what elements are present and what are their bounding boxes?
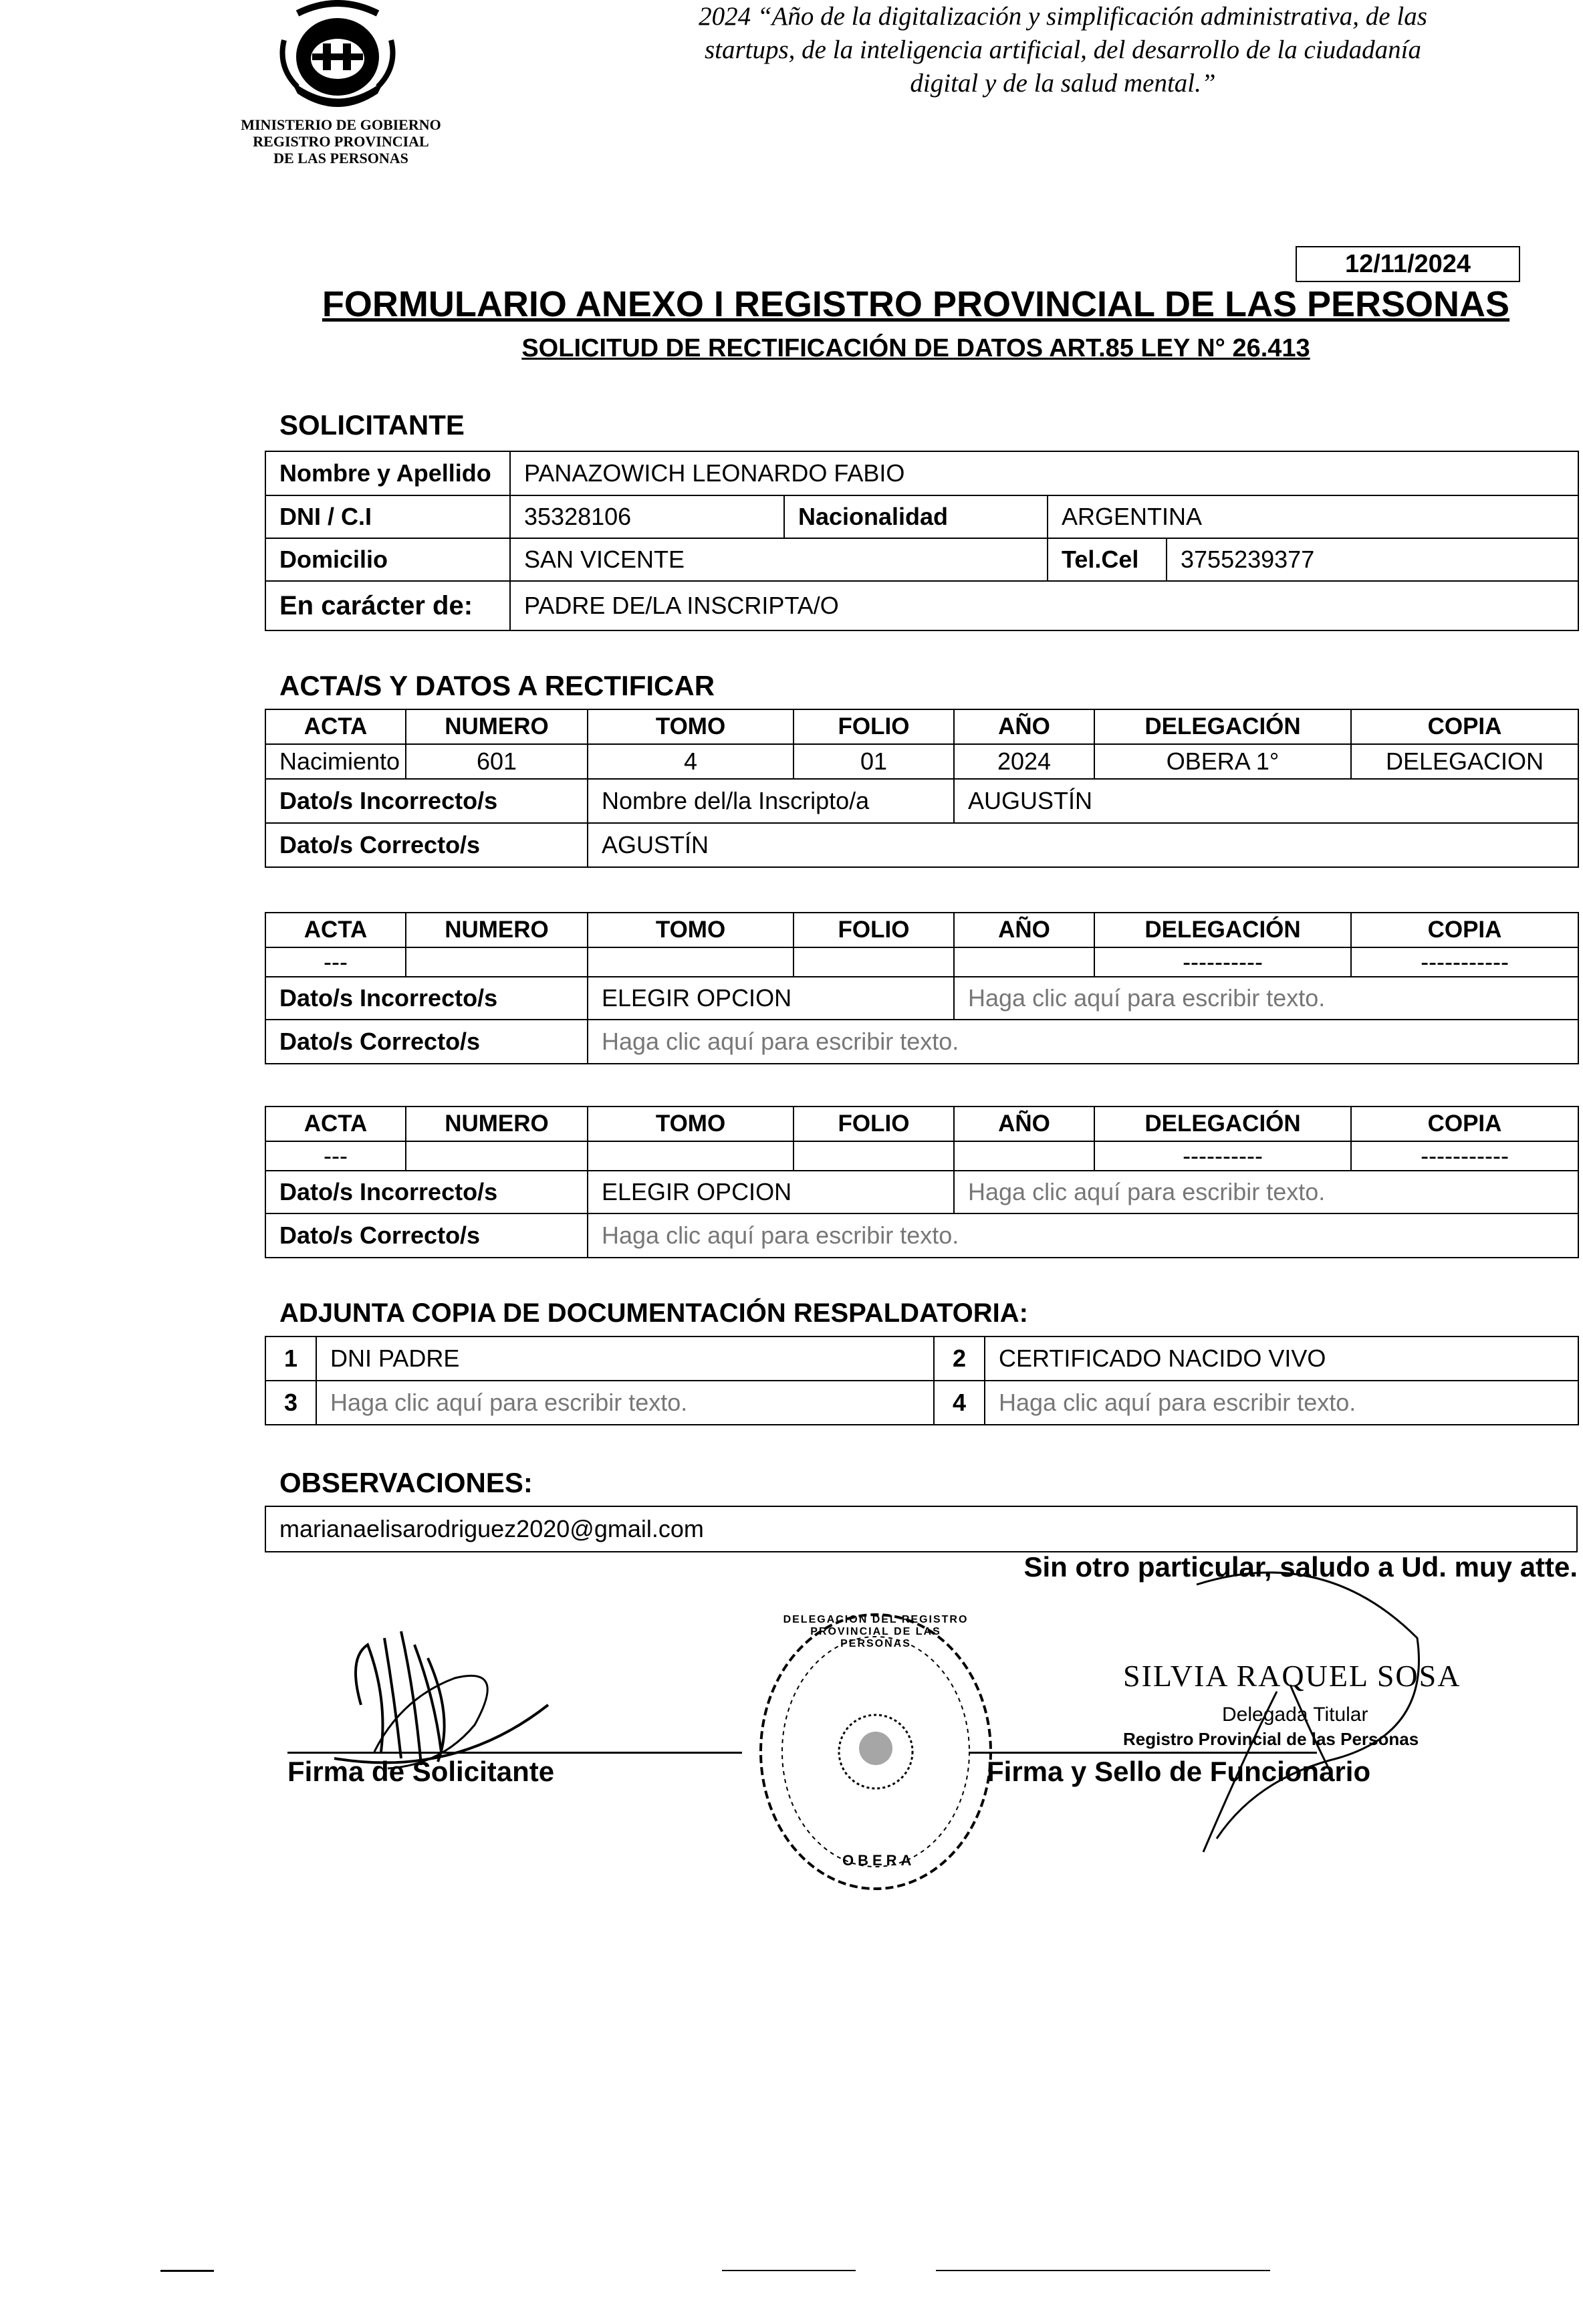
acta-block-2 [265,912,1579,1064]
year-motto [628,0,1497,100]
col-tomo: TOMO [588,913,794,947]
correct-value-field[interactable]: Haga clic aquí para escribir texto. [588,1213,1578,1258]
col-tomo: TOMO [588,1107,794,1141]
copia-cell[interactable]: DELEGACION [1351,744,1578,779]
numero-cell[interactable]: 601 [406,744,588,779]
official-seal [749,1605,1003,1899]
col-acta: ACTA [265,913,406,947]
tomo-cell[interactable] [588,1141,794,1171]
scan-artifact-line [160,2270,214,2272]
nacionalidad-field[interactable]: ARGENTINA [1048,495,1578,538]
col-folio: FOLIO [794,709,954,744]
attachment-number: 3 [265,1381,316,1425]
attachment-field[interactable]: Haga clic aquí para escribir texto. [985,1381,1578,1425]
col-delegacion: DELEGACIÓN [1094,913,1351,947]
incorrect-field-select[interactable]: Nombre del/la Inscripto/a [588,779,954,823]
caracter-label: En carácter de: [265,581,510,630]
funcionario-name: SILVIA RAQUEL SOSA [1123,1659,1461,1693]
col-numero: NUMERO [406,709,588,744]
ministry-line: DE LAS PERSONAS [273,150,408,166]
motto-line: 2024 “Año de la digitalización y simplificación administrativa, de las [699,2,1427,31]
numero-cell[interactable] [406,1141,588,1171]
observaciones-section-title: OBSERVACIONES: [279,1467,533,1498]
incorrect-label: Dato/s Incorrecto/s [265,779,588,823]
provincial-coat-of-arms-icon [271,0,404,114]
ministry-line: MINISTERIO DE GOBIERNO [241,116,441,133]
nombre-label: Nombre y Apellido [265,451,510,495]
solicitante-signature-label: Firma de Solicitante [287,1756,555,1787]
tel-field[interactable]: 3755239377 [1167,538,1578,581]
correct-label: Dato/s Correcto/s [265,1020,588,1064]
col-copia: COPIA [1351,1107,1578,1141]
attachment-number: 1 [265,1337,316,1381]
solicitante-table [265,451,1579,631]
incorrect-value-field[interactable]: AUGUSTÍN [954,779,1578,823]
col-acta: ACTA [265,709,406,744]
copia-cell[interactable]: ----------- [1351,947,1578,977]
closing-text: Sin otro particular, saludo a Ud. muy atte. [1023,1551,1578,1583]
observaciones-field[interactable]: marianaelisarodriguez2020@gmail.com [265,1506,1578,1552]
solicitante-section-title: SOLICITANTE [279,409,465,441]
attachment-number: 2 [934,1337,985,1381]
col-copia: COPIA [1351,913,1578,947]
folio-cell[interactable] [794,947,954,977]
col-copia: COPIA [1351,709,1578,744]
form-date: 12/11/2024 [1296,246,1520,282]
seal-text: DELEGACION DEL REGISTRO PROVINCIAL DE LAS PERSONAS [783,1614,969,1649]
funcionario-signature-label: Firma y Sello de Funcionario [987,1756,1371,1787]
col-folio: FOLIO [794,913,954,947]
anio-cell[interactable] [954,1141,1094,1171]
correct-label: Dato/s Correcto/s [265,823,588,867]
adjunta-table [265,1336,1579,1425]
motto-line: startups, de la inteligencia artificial, del desarrollo de la ciudadanía [704,35,1422,64]
motto-line: digital y de la salud mental.” [910,69,1216,98]
incorrect-value-field[interactable]: Haga clic aquí para escribir texto. [954,977,1578,1020]
col-anio: AÑO [954,1107,1094,1141]
tomo-cell[interactable]: 4 [588,744,794,779]
incorrect-value-field[interactable]: Haga clic aquí para escribir texto. [954,1171,1578,1213]
attachment-number: 4 [934,1381,985,1425]
ministry-header [241,116,441,166]
form-title: FORMULARIO ANEXO I REGISTRO PROVINCIAL DE LAS PERSONAS [322,284,1510,324]
incorrect-label: Dato/s Incorrecto/s [265,1171,588,1213]
col-numero: NUMERO [406,913,588,947]
acta-cell[interactable]: Nacimiento [265,744,406,779]
acta-cell[interactable]: --- [265,1141,406,1171]
attachment-field[interactable]: CERTIFICADO NACIDO VIVO [985,1337,1578,1381]
adjunta-section-title: ADJUNTA COPIA DE DOCUMENTACIÓN RESPALDATORIA: [279,1298,1028,1328]
incorrect-label: Dato/s Incorrecto/s [265,977,588,1020]
solicitante-signature-line [287,1752,742,1754]
folio-cell[interactable]: 01 [794,744,954,779]
correct-value-field[interactable]: AGUSTÍN [588,823,1578,867]
nombre-field[interactable]: PANAZOWICH LEONARDO FABIO [510,451,1578,495]
delegacion-cell[interactable]: ---------- [1094,947,1351,977]
col-folio: FOLIO [794,1107,954,1141]
anio-cell[interactable] [954,947,1094,977]
attachment-field[interactable]: Haga clic aquí para escribir texto. [316,1381,934,1425]
numero-cell[interactable] [406,947,588,977]
seal-city: OBERA [842,1852,916,1869]
dni-field[interactable]: 35328106 [510,495,784,538]
actas-section-title: ACTA/S Y DATOS A RECTIFICAR [279,670,715,701]
incorrect-field-select[interactable]: ELEGIR OPCION [588,1171,954,1213]
domicilio-label: Domicilio [265,538,510,581]
col-delegacion: DELEGACIÓN [1094,1107,1351,1141]
domicilio-field[interactable]: SAN VICENTE [510,538,1048,581]
correct-label: Dato/s Correcto/s [265,1213,588,1258]
col-anio: AÑO [954,913,1094,947]
acta-block-3 [265,1106,1579,1258]
attachment-field[interactable]: DNI PADRE [316,1337,934,1381]
col-delegacion: DELEGACIÓN [1094,709,1351,744]
col-acta: ACTA [265,1107,406,1141]
scan-artifact-line [936,2270,1270,2271]
col-anio: AÑO [954,709,1094,744]
anio-cell[interactable]: 2024 [954,744,1094,779]
dni-label: DNI / C.I [265,495,510,538]
scan-artifact-line [722,2270,856,2271]
correct-value-field[interactable]: Haga clic aquí para escribir texto. [588,1020,1578,1064]
caracter-field[interactable]: PADRE DE/LA INSCRIPTA/O [510,581,1578,630]
col-numero: NUMERO [406,1107,588,1141]
form-subtitle: SOLICITUD DE RECTIFICACIÓN DE DATOS ART.85 LEY N° 26.413 [521,334,1310,362]
tel-label: Tel.Cel [1048,538,1167,581]
delegacion-cell[interactable]: OBERA 1° [1094,744,1351,779]
col-tomo: TOMO [588,709,794,744]
funcionario-role: Delegada Titular [1222,1704,1368,1726]
copia-cell[interactable]: ----------- [1351,1141,1578,1171]
ministry-line: REGISTRO PROVINCIAL [253,133,429,150]
delegacion-cell[interactable]: ---------- [1094,1141,1351,1171]
tomo-cell[interactable] [588,947,794,977]
folio-cell[interactable] [794,1141,954,1171]
funcionario-org: Registro Provincial de las Personas [1123,1729,1419,1749]
acta-cell[interactable]: --- [265,947,406,977]
incorrect-field-select[interactable]: ELEGIR OPCION [588,977,954,1020]
acta-block-1 [265,709,1579,868]
funcionario-signature-icon [1177,1558,1431,1865]
nacionalidad-label: Nacionalidad [784,495,1048,538]
